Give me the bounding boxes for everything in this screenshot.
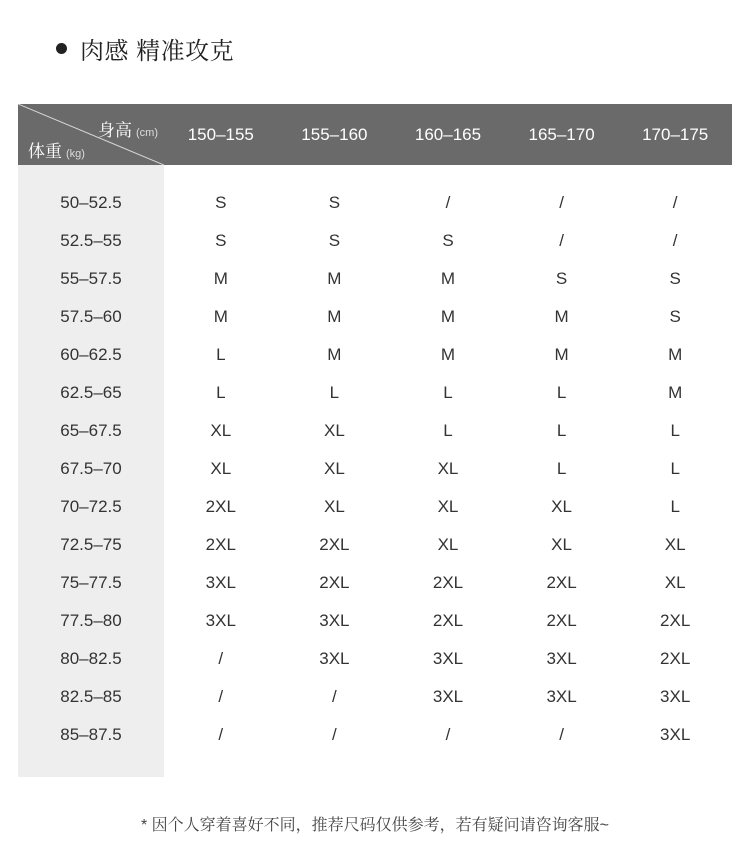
size-cell: S xyxy=(669,269,681,288)
size-cell: XL xyxy=(551,497,572,516)
weight-range-label: 60–62.5 xyxy=(60,345,122,364)
size-cell: XL xyxy=(323,459,345,478)
size-cell: 2XL xyxy=(319,535,350,554)
size-cell: L xyxy=(216,345,226,364)
size-cell: S xyxy=(215,193,227,212)
size-cell: XL xyxy=(551,535,572,554)
size-cell: S xyxy=(555,269,568,288)
weight-label: 体重 xyxy=(28,142,62,161)
table-row xyxy=(164,412,732,450)
size-cell: 3XL xyxy=(319,649,350,668)
section-title-text: 肉感 精准攻克 xyxy=(80,37,235,65)
size-cell: S xyxy=(215,231,227,250)
table-row xyxy=(164,602,732,640)
table-row xyxy=(164,184,732,222)
size-cell: M xyxy=(440,345,456,364)
bullet-dot-icon xyxy=(56,43,67,54)
table-row xyxy=(164,716,732,754)
size-cell: 3XL xyxy=(660,725,691,744)
weight-range-label: 57.5–60 xyxy=(60,307,122,326)
weight-range-label: 72.5–75 xyxy=(60,535,122,554)
weight-unit: (kg) xyxy=(66,148,85,160)
size-cell: / xyxy=(559,725,564,744)
data-column xyxy=(164,165,732,777)
size-cell: XL xyxy=(323,497,345,516)
weight-range-label: 82.5–85 xyxy=(60,687,122,706)
table-row-label xyxy=(18,564,164,602)
size-cell: / xyxy=(672,193,678,212)
size-cell: 3XL xyxy=(319,611,350,630)
table-row-label xyxy=(18,488,164,526)
size-cell: L xyxy=(670,459,680,478)
table-row xyxy=(164,564,732,602)
height-unit: (cm) xyxy=(136,127,158,139)
table-row-label xyxy=(18,716,164,754)
table-row xyxy=(164,526,732,564)
size-cell: M xyxy=(213,269,228,288)
weight-range-label: 50–52.5 xyxy=(60,193,122,212)
size-cell: XL xyxy=(664,573,686,592)
table-body xyxy=(18,165,732,777)
table-row-label xyxy=(18,602,164,640)
size-cell: L xyxy=(670,421,680,440)
size-cell: 2XL xyxy=(546,611,577,630)
table-row xyxy=(164,374,732,412)
table-row xyxy=(164,450,732,488)
table-row-label xyxy=(18,374,164,412)
table-row xyxy=(164,222,732,260)
table-row-label xyxy=(18,412,164,450)
size-cell: L xyxy=(556,459,567,478)
size-cell: 3XL xyxy=(660,687,691,706)
size-cell: M xyxy=(213,307,228,326)
column-header: 165–170 xyxy=(528,125,595,144)
size-cell: L xyxy=(556,383,567,402)
size-cell: S xyxy=(669,307,681,326)
weight-range-label: 62.5–65 xyxy=(60,383,122,402)
size-cell: XL xyxy=(664,535,686,554)
table-row-label xyxy=(18,184,164,222)
size-cell: / xyxy=(332,687,337,706)
weight-range-label: 80–82.5 xyxy=(60,649,122,668)
column-header: 170–175 xyxy=(642,125,709,144)
size-cell: S xyxy=(328,193,341,212)
table-row xyxy=(164,488,732,526)
weight-range-label: 55–57.5 xyxy=(60,269,122,288)
weight-range-label: 52.5–55 xyxy=(60,231,122,250)
column-header: 150–155 xyxy=(187,125,254,144)
size-cell: 3XL xyxy=(546,687,577,706)
size-cell: 2XL xyxy=(205,497,236,516)
size-cell: 2XL xyxy=(205,535,236,554)
size-cell: M xyxy=(440,307,456,326)
table-row-label xyxy=(18,526,164,564)
table-header xyxy=(18,104,732,165)
size-cell: / xyxy=(672,231,678,250)
row-label-column xyxy=(18,165,164,777)
size-cell: S xyxy=(328,231,341,250)
size-cell: M xyxy=(327,269,342,288)
size-cell: / xyxy=(445,725,451,744)
weight-range-label: 70–72.5 xyxy=(60,497,122,516)
size-cell: S xyxy=(442,231,454,250)
weight-range-label: 75–77.5 xyxy=(60,573,122,592)
table-row-label xyxy=(18,678,164,716)
size-cell: / xyxy=(445,193,451,212)
table-row-label xyxy=(18,222,164,260)
weight-axis-label xyxy=(28,137,85,162)
size-cell: XL xyxy=(323,421,345,440)
size-cell: M xyxy=(668,345,683,364)
size-cell: 2XL xyxy=(546,573,577,592)
weight-range-label: 77.5–80 xyxy=(60,611,122,630)
size-cell: XL xyxy=(210,459,232,478)
size-cell: / xyxy=(332,725,337,744)
size-cell: 3XL xyxy=(205,611,236,630)
size-cell: M xyxy=(440,269,456,288)
size-cell: L xyxy=(670,497,680,516)
table-row xyxy=(164,336,732,374)
size-cell: 3XL xyxy=(432,687,464,706)
table-row-label xyxy=(18,298,164,336)
size-cell: 2XL xyxy=(432,573,464,592)
size-cell: M xyxy=(668,383,683,402)
size-cell: XL xyxy=(210,421,232,440)
weight-range-label: 85–87.5 xyxy=(60,725,122,744)
footnote: * 因个人穿着喜好不同，推荐尺码仅供参考，若有疑问请咨询客服~ xyxy=(140,817,610,834)
section-title xyxy=(56,30,234,66)
table-row-label xyxy=(18,336,164,374)
size-cell: 2XL xyxy=(432,611,464,630)
size-cell: 3XL xyxy=(546,649,577,668)
size-cell: XL xyxy=(437,535,459,554)
height-label: 身高 xyxy=(98,121,132,140)
size-cell: 2XL xyxy=(660,649,691,668)
table-row-label xyxy=(18,450,164,488)
size-cell: M xyxy=(327,307,342,326)
size-cell: 2XL xyxy=(319,573,350,592)
size-cell: L xyxy=(329,383,340,402)
size-cell: XL xyxy=(437,459,459,478)
weight-range-label: 65–67.5 xyxy=(60,421,122,440)
size-chart-table xyxy=(18,104,732,777)
table-row-label xyxy=(18,260,164,298)
table-row-label xyxy=(18,640,164,678)
size-cell: 3XL xyxy=(205,573,236,592)
size-cell: / xyxy=(559,231,564,250)
size-cell: / xyxy=(218,687,224,706)
size-cell: L xyxy=(556,421,567,440)
column-header: 160–165 xyxy=(414,125,482,144)
size-cell: / xyxy=(218,649,224,668)
size-cell: L xyxy=(443,383,453,402)
size-cell: M xyxy=(327,345,342,364)
table-row xyxy=(164,640,732,678)
size-cell: XL xyxy=(437,497,459,516)
weight-range-label: 67.5–70 xyxy=(60,459,122,478)
table-row xyxy=(164,678,732,716)
size-cell: 3XL xyxy=(432,649,464,668)
column-header: 155–160 xyxy=(301,125,368,144)
header-corner-cell xyxy=(18,104,164,165)
table-row xyxy=(164,298,732,336)
size-cell: M xyxy=(554,307,569,326)
size-cell: / xyxy=(559,193,564,212)
size-cell: L xyxy=(443,421,453,440)
height-axis-label xyxy=(98,116,158,141)
table-row xyxy=(164,260,732,298)
size-cell: / xyxy=(218,725,224,744)
size-cell: M xyxy=(554,345,569,364)
size-cell: 2XL xyxy=(660,611,691,630)
size-cell: L xyxy=(216,383,226,402)
